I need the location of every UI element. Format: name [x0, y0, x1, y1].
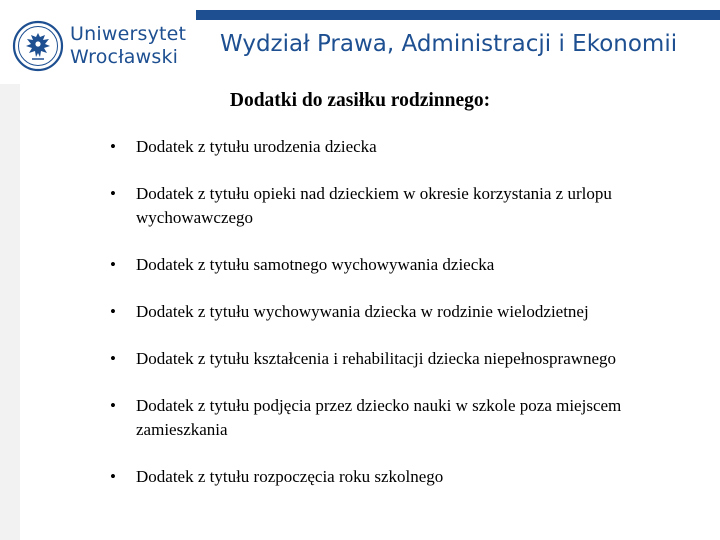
list-item	[110, 135, 670, 159]
list-item-text: Dodatek z tytułu opieki nad dzieckiem w okresie korzystania z urlopu wychowawczego	[136, 184, 612, 227]
list-item-text: Dodatek z tytułu samotnego wychowywania dziecka	[136, 255, 495, 274]
left-band	[0, 84, 20, 540]
list-item-text: Dodatek z tytułu kształcenia i rehabilitacji dziecka niepełnosprawnego	[136, 349, 617, 368]
slide-title: Dodatki do zasiłku rodzinnego:	[229, 90, 491, 111]
logo-line-2: Wrocławski	[70, 46, 179, 68]
bullet-dot-icon: •	[110, 349, 116, 368]
university-seal-icon	[12, 20, 64, 72]
list-item	[110, 465, 670, 489]
bullet-dot-icon: •	[110, 302, 116, 321]
list-item-text: Dodatek z tytułu wychowywania dziecka w rodzinie wielodzietnej	[136, 302, 589, 321]
list-item	[110, 300, 670, 324]
bullet-dot-icon: •	[110, 184, 116, 203]
bullet-dot-icon: •	[110, 255, 116, 274]
bullet-dot-icon: •	[110, 137, 116, 156]
list-item	[110, 253, 670, 277]
list-item	[110, 394, 670, 442]
bullet-list	[110, 135, 670, 512]
university-logo	[12, 20, 187, 72]
list-item	[110, 347, 670, 371]
logo-line-1: Uniwersytet	[70, 23, 187, 45]
logo-text	[70, 23, 186, 69]
header-band	[196, 10, 720, 20]
list-item-text: Dodatek z tytułu urodzenia dziecka	[136, 137, 377, 156]
bullet-dot-icon: •	[110, 467, 116, 486]
faculty-title: Wydział Prawa, Administracji i Ekonomii	[220, 31, 678, 57]
bullet-dot-icon: •	[110, 396, 116, 415]
list-item	[110, 182, 670, 230]
list-item-text: Dodatek z tytułu podjęcia przez dziecko nauki w szkole poza miejscem zamieszkania	[136, 396, 622, 439]
list-item-text: Dodatek z tytułu rozpoczęcia roku szkolnego	[136, 467, 444, 486]
